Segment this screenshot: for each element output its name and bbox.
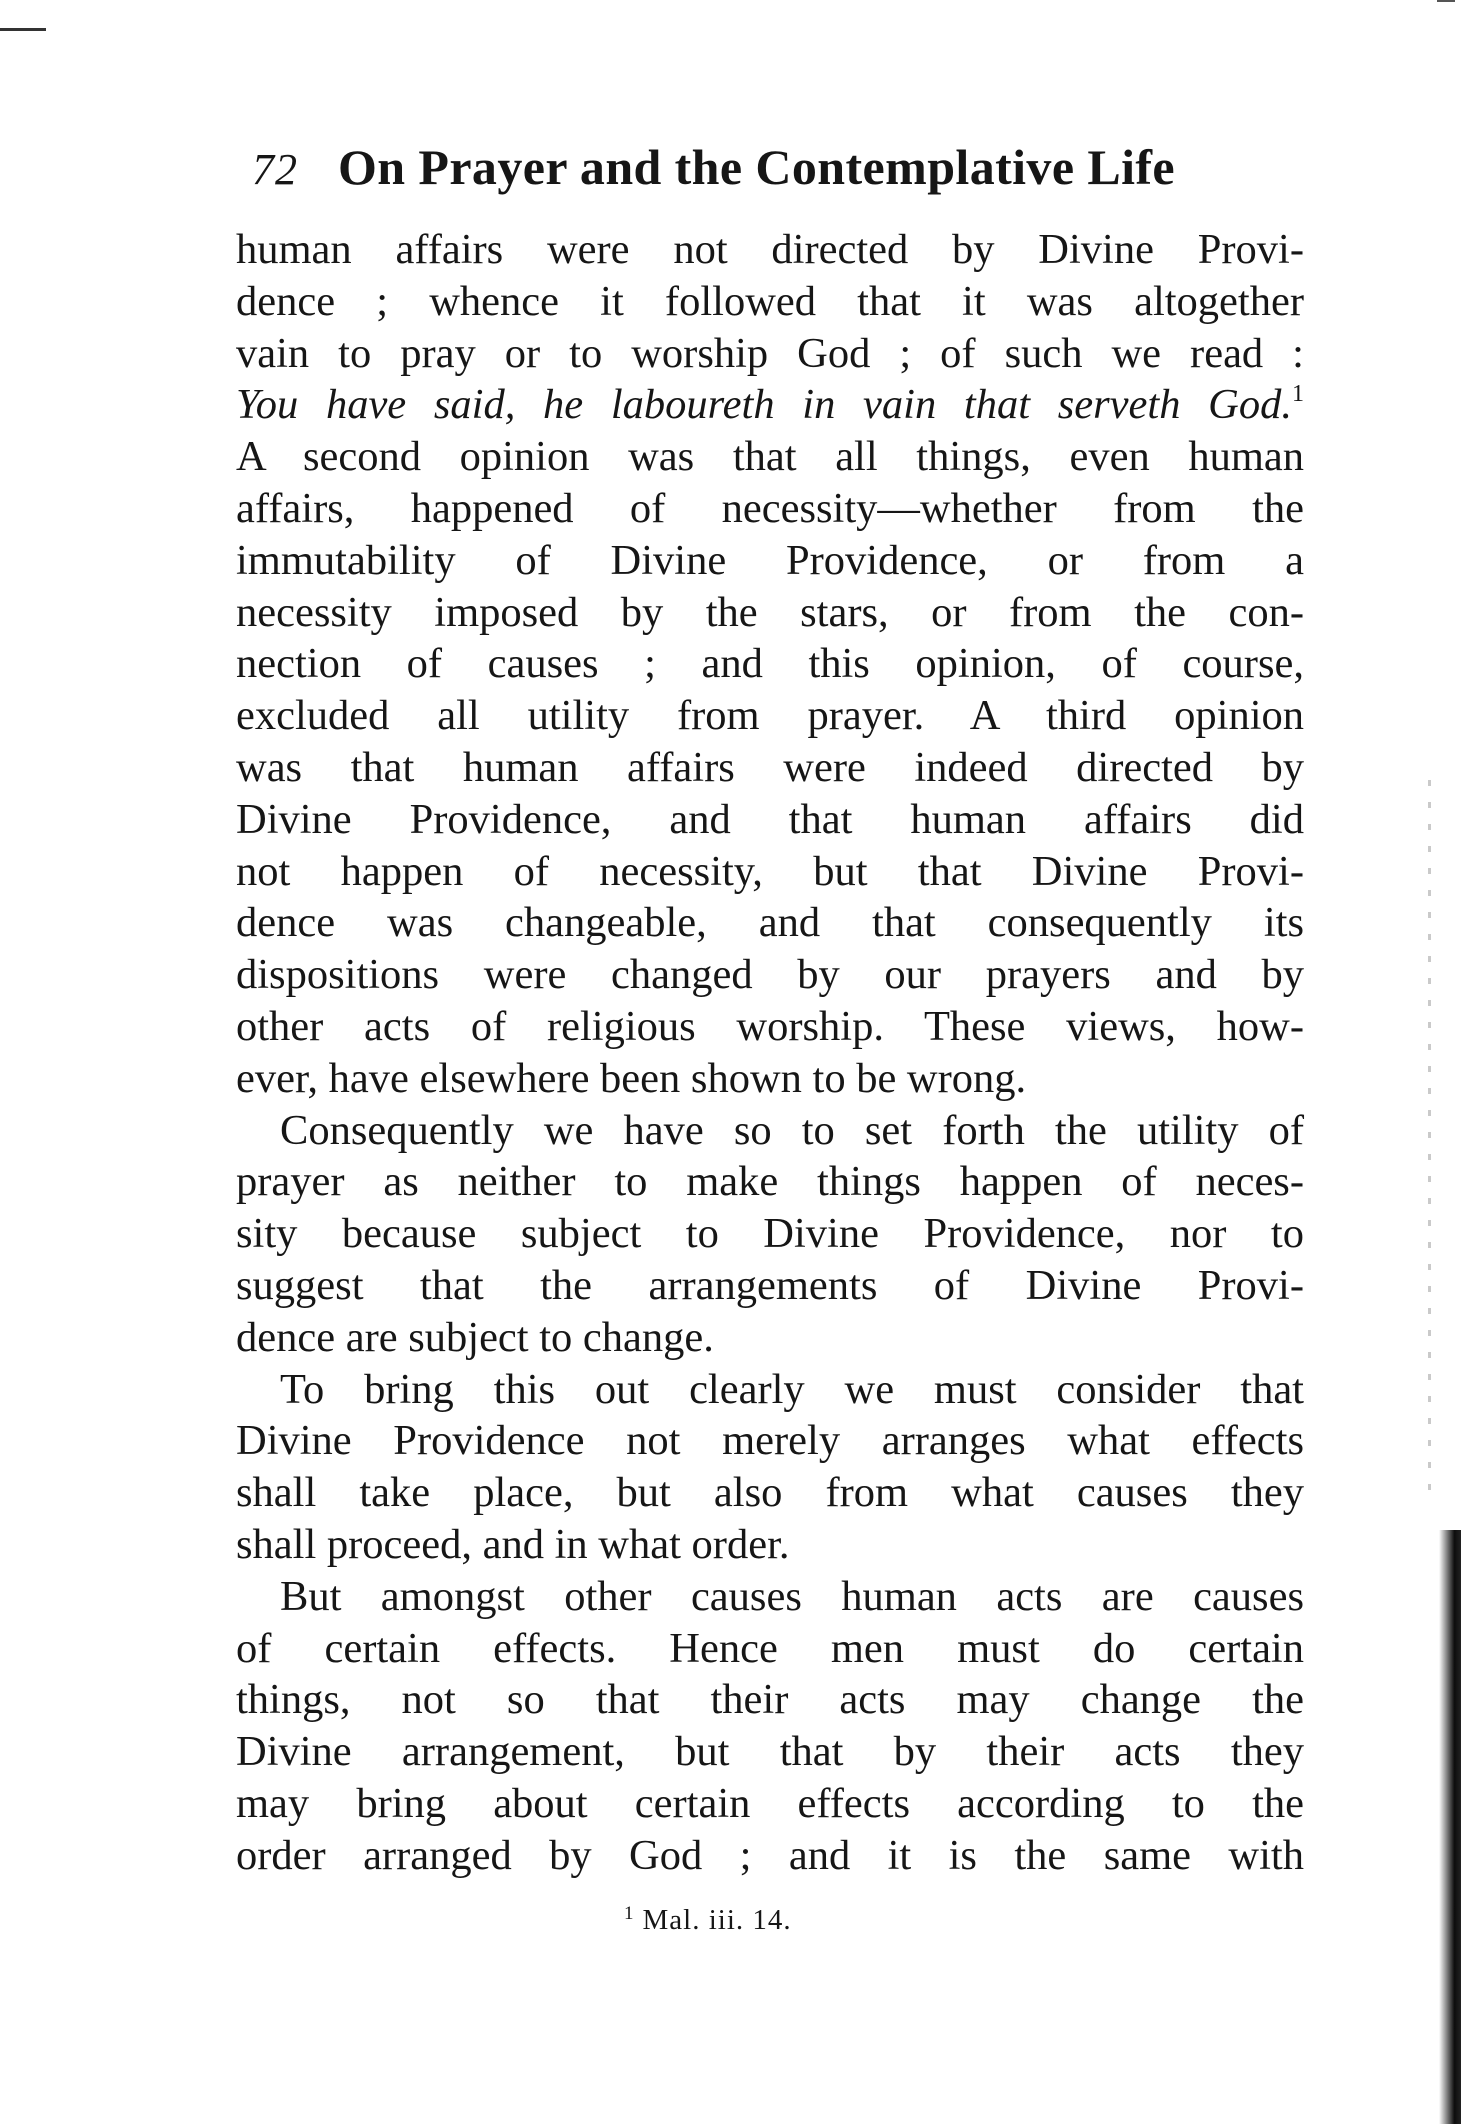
- text-line: Divine Providence not merely arranges what effects: [236, 1417, 1304, 1465]
- page-number: 72: [252, 145, 298, 194]
- text-line: nection of causes ; and this opinion, of course,: [236, 640, 1304, 688]
- footnote: [624, 1904, 792, 1937]
- scan-artifact-top: [0, 28, 46, 31]
- page-edge-marks: [1428, 780, 1431, 1500]
- text-line: Divine arrangement, but that by their acts they: [236, 1728, 1304, 1776]
- text-line: shall take place, but also from what causes they: [236, 1469, 1304, 1517]
- quotation-text: You have said, he laboureth in vain that serveth God.: [236, 381, 1292, 429]
- text-line: prayer as neither to make things happen of neces-: [236, 1158, 1304, 1206]
- text-line: vain to pray or to worship God ; of such we read :: [236, 329, 1304, 377]
- footnote-text: Mal. iii. 14.: [642, 1904, 792, 1936]
- text-line: ever, have elsewhere been shown to be wrong.: [236, 1054, 1027, 1102]
- text-line: order arranged by God ; and it is the same with: [236, 1831, 1304, 1879]
- text-line: affairs, happened of necessity—whether from the: [236, 484, 1304, 532]
- text-line: dence are subject to change.: [236, 1313, 714, 1361]
- text-line: human affairs were not directed by Divine Provi-: [236, 226, 1304, 273]
- text-line: A second opinion was that all things, even human: [236, 433, 1304, 481]
- scan-artifact-right: [1437, 0, 1455, 2]
- footnote-reference: 1: [1292, 381, 1304, 408]
- text-line: may bring about certain effects according to the: [236, 1779, 1304, 1827]
- text-line: shall proceed, and in what order.: [236, 1520, 790, 1568]
- text-line: of certain effects. Hence men must do certain: [236, 1624, 1304, 1672]
- text-line: immutability of Divine Providence, or from a: [236, 536, 1304, 584]
- text-line: other acts of religious worship. These views, how-: [236, 1002, 1304, 1050]
- text-line: Divine Providence, and that human affairs did: [236, 795, 1304, 843]
- text-line: sity because subject to Divine Providence, nor to: [236, 1210, 1304, 1258]
- footnote-marker: 1: [624, 1903, 635, 1924]
- text-line-quotation: [236, 379, 1304, 431]
- text-line: suggest that the arrangements of Divine Provi-: [236, 1261, 1304, 1309]
- running-head: On Prayer and the Contemplative Life: [338, 139, 1176, 195]
- paragraph-start-line: But amongst other causes human acts are causes: [280, 1572, 1304, 1620]
- text-line: was that human affairs were indeed directed by: [236, 743, 1304, 791]
- paragraph-start-line: To bring this out clearly we must consider that: [280, 1365, 1304, 1413]
- body-text: [236, 224, 1304, 1882]
- text-line: not happen of necessity, but that Divine Provi-: [236, 847, 1304, 895]
- page-header: [252, 138, 1262, 218]
- text-line: excluded all utility from prayer. A third opinion: [236, 692, 1304, 740]
- text-line: things, not so that their acts may change the: [236, 1676, 1304, 1724]
- paragraph-start-line: Consequently we have so to set forth the utility of: [280, 1106, 1304, 1154]
- text-line: dence was changeable, and that consequently its: [236, 899, 1304, 947]
- page-edge-shadow: [1439, 1530, 1461, 2124]
- text-line: necessity imposed by the stars, or from the con-: [236, 588, 1304, 636]
- text-line: dence ; whence it followed that it was altogether: [236, 277, 1304, 325]
- text-line: dispositions were changed by our prayers and by: [236, 951, 1304, 999]
